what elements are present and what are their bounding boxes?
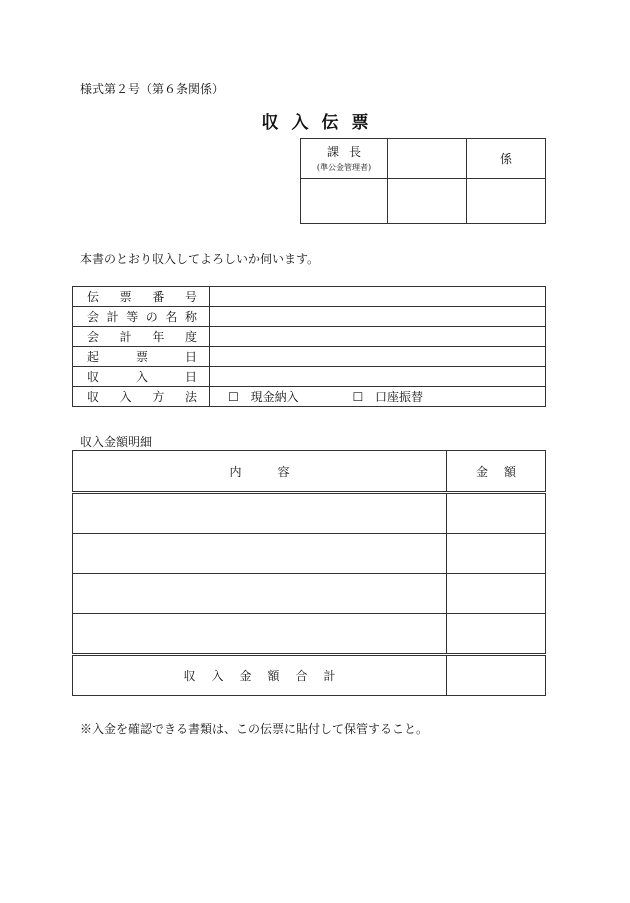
footnote: ※入金を確認できる書類は、この伝票に貼付して保管すること。 xyxy=(80,722,429,736)
info-row xyxy=(73,367,546,387)
detail-header-row xyxy=(73,451,546,493)
cash-payment-label: 現金納入 xyxy=(250,390,299,404)
bank-transfer-option[interactable] xyxy=(352,388,423,405)
total-amount-cell[interactable] xyxy=(447,655,546,696)
payment-method-options xyxy=(210,387,546,407)
info-row xyxy=(73,347,546,367)
fiscal-year-field[interactable] xyxy=(210,327,546,347)
amount-detail-table xyxy=(72,450,546,696)
detail-amount-cell[interactable] xyxy=(447,534,546,574)
approval-kacho-stamp[interactable] xyxy=(301,179,388,224)
detail-amount-cell[interactable] xyxy=(447,614,546,655)
info-label: 収入方法 xyxy=(73,387,210,407)
approval-blank-header xyxy=(388,139,467,179)
detail-header-content: 内容 xyxy=(73,451,447,493)
approval-kacho-note: (準公金管理者) xyxy=(316,162,372,172)
info-row xyxy=(73,307,546,327)
detail-content-cell[interactable] xyxy=(73,493,447,534)
detail-section-title: 収入金額明細 xyxy=(80,435,153,449)
info-row xyxy=(73,387,546,407)
detail-total-row xyxy=(73,655,546,696)
detail-content-cell[interactable] xyxy=(73,574,447,614)
detail-row xyxy=(73,574,546,614)
approval-kacho-label: 課長 xyxy=(326,144,371,159)
detail-row xyxy=(73,534,546,574)
info-label: 伝票番号 xyxy=(73,287,210,307)
info-label: 起票日 xyxy=(73,347,210,367)
detail-amount-cell[interactable] xyxy=(447,574,546,614)
detail-content-cell[interactable] xyxy=(73,614,447,655)
info-row xyxy=(73,327,546,347)
info-row xyxy=(73,287,546,307)
detail-row xyxy=(73,493,546,534)
total-label: 収入金額合計 xyxy=(73,655,447,696)
cash-payment-option[interactable] xyxy=(228,388,299,405)
receipt-date-field[interactable] xyxy=(210,367,546,387)
issue-date-field[interactable] xyxy=(210,347,546,367)
bank-transfer-label: 口座振替 xyxy=(375,390,424,404)
detail-row xyxy=(73,614,546,655)
approval-middle-stamp[interactable] xyxy=(388,179,467,224)
detail-content-cell[interactable] xyxy=(73,534,447,574)
intro-text: 本書のとおり収入してよろしいか伺います。 xyxy=(80,252,320,266)
checkbox-icon[interactable]: ☐ xyxy=(228,390,239,404)
approval-kakari-label: 係 xyxy=(467,139,546,179)
voucher-number-field[interactable] xyxy=(210,287,546,307)
info-label: 収入日 xyxy=(73,367,210,387)
info-label: 会計年度 xyxy=(73,327,210,347)
voucher-info-table xyxy=(72,286,546,407)
detail-amount-cell[interactable] xyxy=(447,493,546,534)
info-label: 会計等の名称 xyxy=(73,307,210,327)
checkbox-icon[interactable]: ☐ xyxy=(352,390,364,404)
form-number: 様式第２号（第６条関係） xyxy=(80,82,225,96)
detail-header-amount: 金額 xyxy=(447,451,546,493)
account-name-field[interactable] xyxy=(210,307,546,327)
approval-kakari-stamp[interactable] xyxy=(467,179,546,224)
page-title: 収入伝票 xyxy=(261,113,382,133)
approval-kacho-cell xyxy=(301,139,388,179)
approval-stamp-table xyxy=(300,138,546,224)
